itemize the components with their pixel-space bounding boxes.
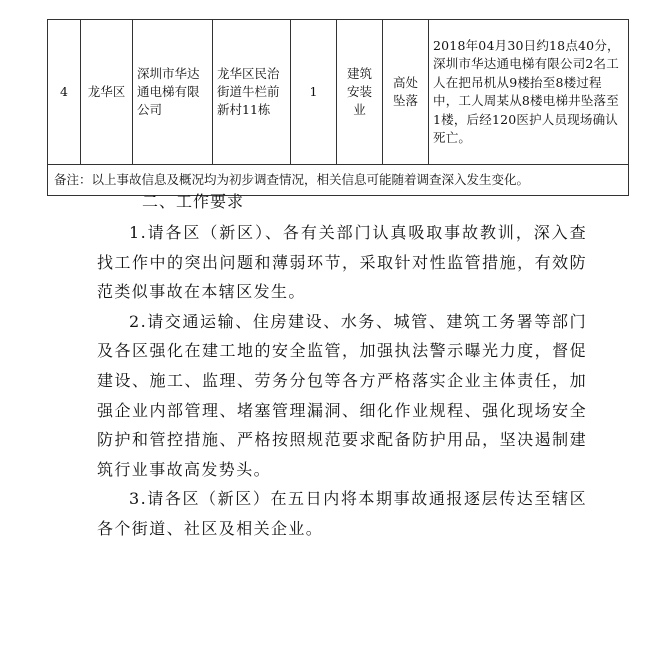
section-title: 二、工作要求 [142, 192, 245, 211]
table-note-row [48, 165, 629, 196]
cell-district: 龙华区 [81, 20, 133, 165]
cell-company: 深圳市华达通电梯有限公司 [133, 20, 213, 165]
cell-industry-type: 建筑安装业 [337, 20, 383, 165]
accident-table [47, 19, 629, 196]
requirements-body [97, 218, 587, 544]
cell-no: 4 [48, 20, 81, 165]
cell-deaths: 1 [291, 20, 337, 165]
cell-location: 龙华区民治街道牛栏前新村11栋 [213, 20, 291, 165]
table-row [48, 20, 629, 165]
paragraph-2: 2.请交通运输、住房建设、水务、城管、建筑工务署等部门及各区强化在建工地的安全监管，加强执法警示曝光力度，督促建设、施工、监理、劳务分包等各方严格落实企业主体责任，加强企业内部管理、堵塞管理漏洞、细化作业规程、强化现场安全防护和管控措施、严格按照规范要求配备防护用品，坚决遏制建筑行业事故高发势头。 [97, 311, 587, 479]
table-note: 备注：以上事故信息及概况均为初步调查情况，相关信息可能随着调查深入发生变化。 [48, 165, 629, 196]
paragraph-3: 3.请各区（新区）在五日内将本期事故通报逐层传达至辖区各个街道、社区及相关企业。 [97, 489, 587, 538]
cell-accident-type: 高处坠落 [383, 20, 429, 165]
cell-description: 2018年04月30日约18点40分，深圳市华达通电梯有限公司2名工人在把吊机从9楼抬至8楼过程中，工人周某从8楼电梯井坠落至1楼，后经120医护人员现场确认死亡。 [429, 20, 629, 165]
paragraph-1: 1.请各区（新区）、各有关部门认真吸取事故教训，深入查找工作中的突出问题和薄弱环节，采取针对性监管措施，有效防范类似事故在本辖区发生。 [97, 223, 587, 302]
